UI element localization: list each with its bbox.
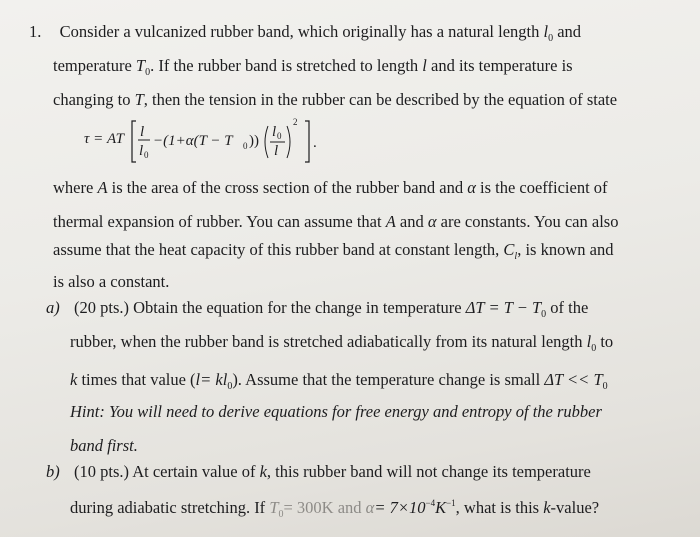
- text: times that value (: [81, 370, 196, 389]
- part-a-line-2: [70, 332, 613, 355]
- symbol-alpha: α: [467, 178, 476, 197]
- given-temperature: = 300K and: [283, 498, 362, 517]
- intro-text: temperature: [53, 56, 132, 75]
- subscript: 0: [227, 381, 233, 392]
- delta-t-definition: ΔT = T − T: [465, 298, 542, 317]
- text: is also a constant.: [53, 272, 170, 291]
- symbol-T0: T: [135, 56, 146, 75]
- text: (20 pts.) Obtain the equation for the change in temperature: [74, 298, 462, 317]
- part-a-line-3: [70, 370, 608, 393]
- eq-middle-sub: 0: [243, 141, 248, 151]
- symbol-A: A: [97, 178, 108, 197]
- equation-svg: [84, 107, 344, 167]
- after-eq-line-2: [53, 212, 618, 232]
- after-eq-line-4: [53, 272, 169, 292]
- text: thermal expansion of rubber. You can assume that: [53, 212, 382, 231]
- subscript: 0: [278, 509, 284, 520]
- subscript: 0: [591, 343, 597, 354]
- after-eq-line-1: [53, 178, 608, 198]
- text: are constants. You can also: [440, 212, 619, 231]
- part-a-label: a): [46, 298, 60, 317]
- frac1-den-sub: 0: [144, 150, 149, 160]
- text: is the coefficient of: [480, 178, 608, 197]
- eq-power: 2: [293, 117, 298, 127]
- subscript: 0: [541, 309, 547, 320]
- subscript: 0: [548, 33, 554, 44]
- left-bracket: [132, 121, 136, 162]
- text: and: [399, 212, 424, 231]
- frac2-den: l: [274, 143, 279, 159]
- right-bracket: [305, 121, 309, 162]
- frac1-den: l: [139, 143, 144, 159]
- part-b-line-1: [46, 462, 591, 482]
- frac2-num: l: [272, 124, 277, 140]
- hint-text: band first.: [70, 436, 138, 455]
- part-a-hint-line-1: [70, 402, 602, 422]
- subscript: 0: [145, 67, 151, 78]
- text: -value?: [550, 498, 600, 517]
- text: ). Assume that the temperature change is small: [232, 370, 541, 389]
- intro-text: . If the rubber band is stretched to length: [150, 56, 419, 75]
- text: is the area of the cross section of the rubber band and: [111, 178, 464, 197]
- text: , what is this: [455, 498, 540, 517]
- symbol-alpha: α: [427, 212, 437, 231]
- text: = kl: [200, 370, 228, 389]
- part-a-hint-line-2: [70, 436, 138, 456]
- after-eq-line-3: [53, 240, 613, 263]
- intro-text: Consider a vulcanized rubber band, which originally has a natural length: [59, 22, 540, 41]
- symbol-k: k: [259, 462, 267, 481]
- eq-middle-close: )): [249, 133, 259, 149]
- equation-of-state: [84, 107, 344, 167]
- text: (10 pts.) At certain value of: [74, 462, 256, 481]
- right-paren: [287, 126, 290, 158]
- text: rubber, when the rubber band is stretched adiabatically from its natural length: [70, 332, 583, 351]
- intro-text: , then the tension in the rubber can be described by the equation of state: [143, 90, 618, 109]
- symbol-T0: T: [269, 498, 279, 517]
- symbol-l0: l: [586, 332, 592, 351]
- part-b-line-2: [70, 498, 599, 521]
- symbol-l: l: [422, 56, 427, 75]
- frac2-num-sub: 0: [277, 131, 282, 141]
- small-change-condition: ΔT << T: [544, 370, 603, 389]
- eq-end: .: [313, 135, 317, 151]
- superscript: −4: [425, 498, 436, 508]
- text: assume that the heat capacity of this rubber band at constant length,: [53, 240, 500, 259]
- symbol-k: k: [543, 498, 551, 517]
- intro-text: and: [557, 22, 582, 41]
- symbol-T: T: [134, 90, 144, 109]
- subscript: 0: [602, 381, 608, 392]
- symbol-k: k: [70, 370, 78, 389]
- problem-number: 1.: [29, 22, 42, 41]
- text: , this rubber band will not change its temperature: [266, 462, 591, 481]
- unit-k: K: [435, 498, 447, 517]
- text: where: [53, 178, 94, 197]
- intro-text: changing to: [53, 90, 131, 109]
- symbol-l: l: [195, 370, 201, 389]
- eq-middle: −(1+α(T − T: [153, 133, 233, 149]
- left-paren: [265, 126, 268, 158]
- part-a-line-1: [46, 298, 588, 321]
- part-b-label: b): [46, 462, 60, 481]
- subscript: l: [514, 251, 518, 262]
- text: to: [600, 332, 614, 351]
- text: during adiabatic stretching. If: [70, 498, 266, 517]
- symbol-C: C: [503, 240, 515, 259]
- symbol-A: A: [385, 212, 396, 231]
- intro-line-2: [53, 56, 573, 79]
- text: , is known and: [517, 240, 614, 259]
- hint-text: Hint: You will need to derive equations for free energy and entropy of the rubber: [70, 402, 602, 421]
- eq-lhs: τ = AT: [84, 131, 124, 147]
- given-alpha: = 7×10: [374, 498, 426, 517]
- intro-text: and its temperature is: [431, 56, 573, 75]
- text: of the: [550, 298, 589, 317]
- intro-line-1: [29, 22, 581, 45]
- symbol-l0: l: [543, 22, 549, 41]
- symbol-alpha: α: [365, 498, 375, 517]
- frac1-num: l: [140, 124, 145, 140]
- superscript: −1: [446, 498, 456, 508]
